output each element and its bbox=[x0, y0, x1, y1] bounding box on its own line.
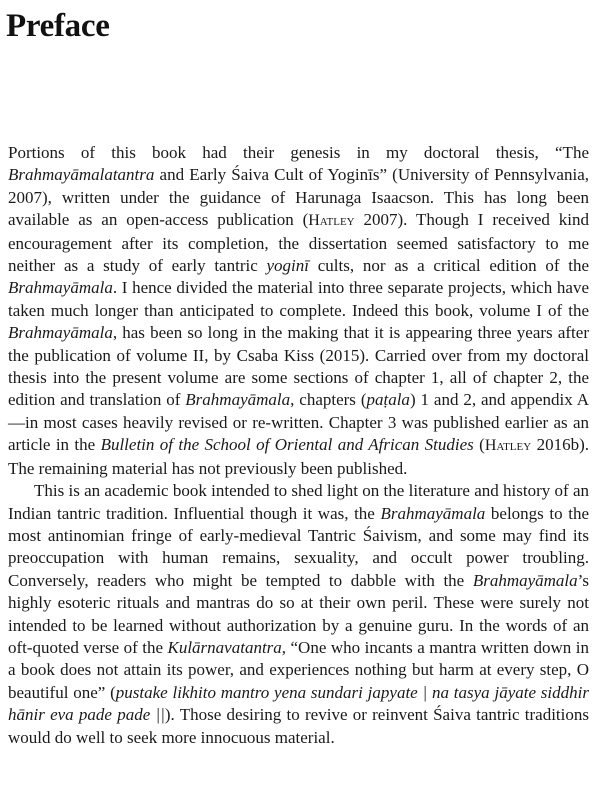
text-run: and Early Śaiva Cult of Yoginīs” (University of Pennsylvania, 2007), written under the guidance of Harunaga Isaacson. This has long been available as an open-access publication ( bbox=[8, 165, 589, 230]
text-run: . I hence divided the material into three separate projects, which have taken much longer than anticipated to complete. Indeed this book, volume I of the bbox=[8, 278, 589, 320]
italic-run: yoginī bbox=[266, 256, 309, 276]
text-run: , chapters ( bbox=[290, 390, 367, 410]
italic-run: Brahmayāmalatantra bbox=[8, 165, 155, 185]
preface-body bbox=[8, 142, 589, 749]
italic-run: paṭala bbox=[366, 390, 410, 410]
text-run: , “One who incants a mantra written down in a book does not attain its power, and experiences nothing but harm at every step, O beautiful one” ( bbox=[8, 637, 589, 702]
small-caps-run: Hatley bbox=[308, 212, 355, 230]
italic-run: Kulārnavatantra bbox=[167, 637, 282, 657]
paragraph-1 bbox=[8, 142, 589, 480]
text-run: This is an academic book intended to shed light on the literature and history of an Indian tantric tradition. Influential though it was, the bbox=[8, 481, 589, 523]
italic-run: Brahmayāmala bbox=[472, 570, 578, 590]
text-run: , has been so long in the making that it is appearing three years after the publication of volume II, by Csaba Kiss (2015). Carried over from my doctoral thesis into the present volume are some sections of chapter 1, all of chapter 2, the edition and translation of bbox=[8, 323, 589, 410]
paragraph-2 bbox=[8, 480, 589, 749]
text-run: belongs to the most antinomian fringe of early-medieval Tantric Śaivism, and some may find its preoccupation with human remains, sexuality, and occult power troubling. Conversely, readers who might be tempted to dabble with the bbox=[8, 503, 589, 590]
text-run: 2007). Though I received kind encouragement after its completion, the dissertation seemed satisfactory to me neither as a study of early tantric bbox=[8, 210, 589, 276]
text-run: 2016b). The remaining material has not previously been published. bbox=[8, 435, 589, 478]
text-run: ( bbox=[473, 435, 485, 455]
text-run: ’s highly esoteric rituals and mantras do so at their own peril. These were surely not intended to be learned without authorization by a genuine guru. In the words of an oft-quoted verse of the bbox=[8, 570, 589, 657]
italic-run: pustake likhito mantro yena sundari japyate | na tasya jāyate siddhir hānir eva pade pade || bbox=[8, 682, 589, 725]
italic-run: Brahmayāmala bbox=[185, 390, 291, 410]
page-title: Preface bbox=[6, 8, 110, 44]
small-caps-run: Hatley bbox=[484, 437, 532, 455]
text-run: Portions of this book had their genesis in my doctoral thesis, “The bbox=[8, 143, 589, 162]
text-run: ) 1 and 2, and appendix A—in most cases heavily revised or re-written. Chapter 3 was published earlier as an article in the bbox=[8, 390, 589, 455]
italic-run: Bulletin of the School of Oriental and African Studies bbox=[100, 435, 474, 455]
text-run: ). Those desiring to revive or reinvent Śaiva tantric traditions would do well to seek more innocuous material. bbox=[8, 705, 589, 747]
text-run: cults, nor as a critical edition of the bbox=[309, 256, 589, 276]
italic-run: Brahmayāmala bbox=[380, 503, 486, 523]
italic-run: Brahmayāmala bbox=[8, 278, 113, 298]
italic-run: Brahmayāmala bbox=[8, 323, 113, 343]
